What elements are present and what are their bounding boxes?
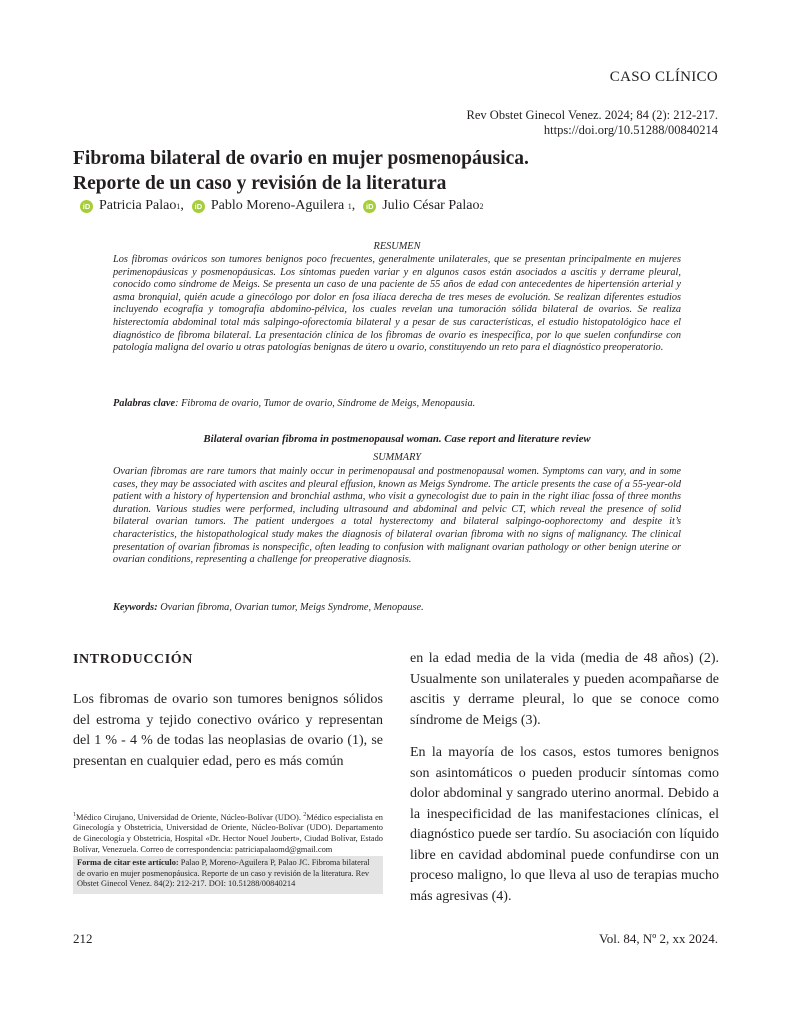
doi-link[interactable]: https://doi.org/10.51288/00840214: [543, 123, 718, 137]
keywords-list: : Fibroma de ovario, Tumor de ovario, Síndrome de Meigs, Menopausia.: [175, 398, 476, 409]
orcid-icon[interactable]: iD: [80, 200, 93, 213]
author-separator: ,: [180, 198, 184, 213]
footnote-marker: 1: [73, 812, 76, 818]
author-name: Patricia Palao: [99, 198, 177, 213]
english-title: Bilateral ovarian fibroma in postmenopausal woman. Case report and literature review: [203, 433, 591, 445]
author-1: [80, 198, 184, 214]
author-name: Pablo Moreno-Aguilera: [210, 198, 345, 213]
keywords-label: Palabras clave: [113, 398, 176, 409]
title-line-1: Fibroma bilateral de ovario en mujer posmenopáusica.: [73, 148, 529, 169]
page-number: 212: [73, 931, 93, 946]
article-title: [73, 146, 693, 196]
orcid-icon[interactable]: iD: [363, 200, 376, 213]
keywords-english: [113, 602, 681, 613]
intro-paragraph-3: En la mayoría de los casos, estos tumores benignos son asintomáticos o pueden producir síntomas como dolor abdominal y sangrado uterino anormal. Debido a la inespecificidad de las manifestaciones clínicas, el diagnóstico puede ser tardío. Su asociación con líquido libre en cavidad abdominal puede confundirse con un proceso maligno, lo que lleva al uso de terapias mucho más agresivas (4).: [410, 745, 719, 904]
volume-info: Vol. 84, Nº 2, xx 2024.: [599, 931, 718, 946]
summary-text: Ovarian fibromas are rare tumors that mainly occur in perimenopausal and postmenopausal women. Symptoms can vary, and in some cases, they may be associated with ascites and pleural effusion, known as Meigs Syndrome. The article presents the case of a 55-year-old patient with a history of hypertension and bronchial asthma, who visit a gynecologist due to pain in the right iliac fossa of three months duration. Various studies were performed, including ultrasound and abdominal and pelvic CT, which reveal the presence of solid bilateral ovarian tumors. The patient undergoes a total hysterectomy and bilateral salpingo-oophorectomy and despite it’s characteristics, the histopathological study makes the diagnosis of bilateral ovarian fibroma with no signs of malignancy. The clinical presentation of ovarian fibromas is nonspecific, often leading to confusion with malignant ovarian pathology or other benign uterine or ovarian conditions, representing a challenge for preoperative diagnosis.: [113, 466, 681, 566]
affiliation-1: Médico Cirujano, Universidad de Oriente, Núcleo-Bolívar (UDO).: [76, 812, 304, 822]
keywords-label: Keywords:: [113, 602, 158, 613]
resumen-heading: RESUMEN: [373, 241, 421, 252]
section-heading-introduccion: INTRODUCCIÓN: [73, 652, 193, 667]
intro-paragraph-1: Los fibromas de ovario son tumores benignos sólidos del estroma y tejido conectivo ovárico y representan del 1 % - 4 % de todas las neoplasias de ovario (1), se presentan en cualquier edad, pero es más común: [73, 692, 383, 769]
author-separator: ,: [351, 198, 356, 213]
author-2: [192, 198, 355, 214]
footnote-marker: 2: [303, 812, 307, 818]
journal-citation: Rev Obstet Ginecol Venez. 2024; 84 (2): 212-217.: [466, 108, 718, 122]
citation-box: [73, 856, 383, 894]
author-affiliation: 1: [176, 201, 181, 211]
keywords-list: Ovarian fibroma, Ovarian tumor, Meigs Syndrome, Menopause.: [157, 602, 424, 613]
author-affiliation: 1: [347, 201, 352, 211]
cite-text: Palao P, Moreno-Aguilera P, Palao JC. Fibroma bilateral de ovario en mujer posmenopáusica. Reporte de un caso y revisión de la literatura. Rev Obstet Ginecol Venez. 84(2): 212-217. DOI: 10.51288/00840214: [77, 858, 370, 889]
journal-reference: [467, 108, 718, 138]
palabras-clave: [113, 398, 681, 409]
author-list: [80, 198, 491, 214]
author-name: Julio César Palao: [382, 198, 480, 213]
orcid-icon[interactable]: iD: [192, 200, 205, 213]
section-type: CASO CLÍNICO: [609, 69, 718, 85]
intro-paragraph-2: en la edad media de la vida (media de 48 años) (2). Usualmente son unilaterales y pueden acompañarse de ascitis y derrame pleural, lo que se conoce como síndrome de Meigs (3).: [410, 651, 719, 728]
cite-label: Forma de citar este artículo:: [77, 858, 179, 867]
affiliation-footnote: [73, 810, 383, 855]
author-3: [363, 198, 483, 214]
summary-heading: SUMMARY: [373, 452, 421, 463]
resumen-text: Los fibromas ováricos son tumores benignos poco frecuentes, generalmente unilaterales, que se presentan principalmente en mujeres perimenopáusicas y posmenopáusicas. Los síntomas pueden variar y en algunos casos están asociados a ascitis y derrame pleural, conocido como síndrome de Meigs. Se presenta un caso de una paciente de 55 años de edad con antecedentes de hipertensión arterial y asma bronquial, quién acude a ginecólogo por dolor en fosa ilíaca derecha de tres meses de evolución. Se realizan diferentes estudios incluyendo ecografía y tomografía abdomino-pélvica, los cuales revelan una tumoración sólida bilateral de ovarios. Se realiza histerectomía abdominal total más salpingo-oforectomía bilateral y a pesar de sus características, el estudio histopatológico hace el diagnóstico de fibroma bilateral. La presentación clínica de los fibromas de ovario es inespecífica, por lo que suelen confundirse con patología maligna del ovario u otras patologías benignas de útero u ovario, constituyendo un reto para el diagnóstico preoperatorio.: [113, 254, 681, 354]
title-line-2: Reporte de un caso y revisión de la literatura: [73, 173, 447, 194]
author-affiliation: 2: [479, 201, 484, 211]
affiliation-2: Médico especialista en Ginecología y Obstetricia, Universidad de Oriente, Núcleo-Bolívar (UDO). Departamento de Ginecología y Obstetricia, Hospital «Dr. Hector Nouel Joubert», Ciudad Bolívar, Estado Bolívar, Venezuela. Correo de correspondencia: patriciapalaomd@gmail.com: [73, 812, 383, 854]
